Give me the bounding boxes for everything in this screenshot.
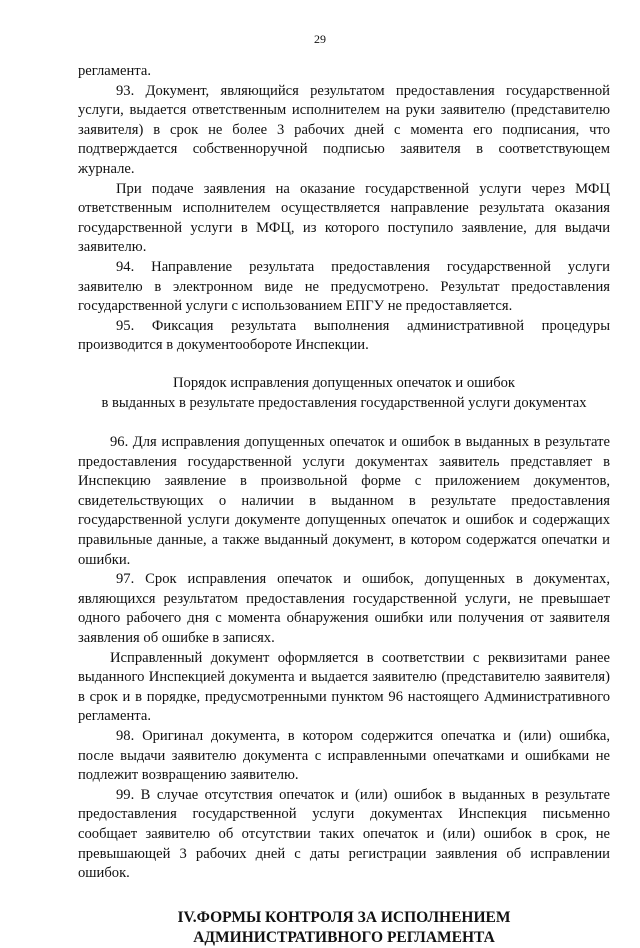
paragraph-continuation: регламента. — [78, 63, 151, 79]
paragraph-mfc: При подаче заявления на оказание государственной услуги через МФЦ ответственным исполнителем осуществляется направление результата оказания государственной услуги в МФЦ, из которого поступило заявление, для выдачи заявителю. — [78, 180, 610, 256]
subsection-heading-line-1: Порядок исправления допущенных опечаток и ошибок — [172, 374, 516, 391]
page-number: 29 — [314, 32, 326, 46]
subsection-heading-line-2: в выданных в результате предоставления государственной услуги документах — [101, 394, 587, 411]
paragraph-94: 94. Направление результата предоставления государственной услуги заявителю в электронном виде не предусмотрено. Результат предоставления государственной услуги с использованием ЕПГУ не предоставляется. — [78, 258, 610, 315]
paragraph-95: 95. Фиксация результата выполнения административной процедуры производится в документообороте Инспекции. — [78, 317, 610, 354]
paragraph-97: 97. Срок исправления опечаток и ошибок, допущенных в документах, являющихся результатом предоставления государственной услуги, не превышает одного рабочего дня с момента обнаружения ошибки или получения от заявителя заявления об ошибке в записях. — [78, 571, 610, 647]
paragraph-93: 93. Документ, являющийся результатом предоставления государственной услуги, выдается ответственным исполнителем на руки заявителю (представителю заявителя) в срок не более 3 рабочих дней с момента его подписания, что подтверждается собственноручной подписью заявителя в соответствующем журнале. — [78, 82, 610, 177]
paragraph-corrected-document: Исправленный документ оформляется в соответствии с реквизитами ранее выданного Инспекцией документа и выдается заявителю (представителю заявителя) в срок и в порядке, предусмотренными пунктом 96 настоящего Административного регламента. — [78, 649, 610, 725]
subsection-heading — [78, 374, 610, 413]
section-title — [78, 908, 610, 948]
section-title-line-2: АДМИНИСТРАТИВНОГО РЕГЛАМЕНТА — [193, 928, 495, 946]
paragraph-99: 99. В случае отсутствия опечаток и (или) ошибок в выданных в результате предоставления государственной услуги документах Инспекция письменно сообщает заявителю об отсутствии таких опечаток и (или) ошибок в срок, не превышающей 3 рабочих дней с даты регистрации заявления об исправлении ошибок. — [78, 786, 610, 882]
paragraph-96: 96. Для исправления допущенных опечаток и ошибок в выданных в результате предоставления государственной услуги документах заявитель представляет в Инспекцию заявление в произвольной форме с приложением документов, свидетельствующих о наличии в выданном в результате предоставления государственной услуги документе допущенных опечаток и ошибок и содержащих правильные данные, а также выданный документ, в котором содержатся опечатки и ошибки. — [78, 434, 610, 568]
section-title-line-1: IV.ФОРМЫ КОНТРОЛЯ ЗА ИСПОЛНЕНИЕМ — [177, 908, 511, 926]
page-body — [78, 62, 610, 948]
paragraph-98: 98. Оригинал документа, в котором содержится опечатка и (или) ошибка, после выдачи заявителю документа с исправленными опечатками и ошибками не подлежит возвращению заявителю. — [78, 728, 610, 784]
